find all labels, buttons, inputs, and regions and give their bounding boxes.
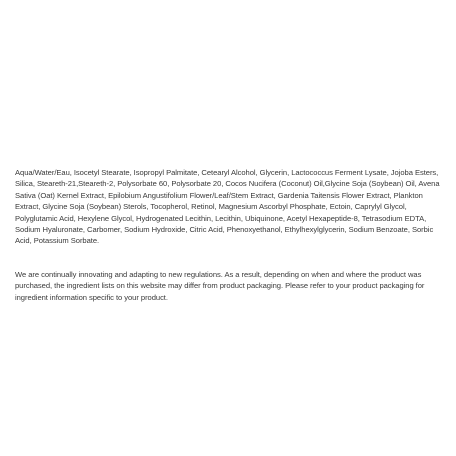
ingredient-list: Aqua/Water/Eau, Isocetyl Stearate, Isopropyl Palmitate, Cetearyl Alcohol, Glycerin, Lactococcus Ferment Lysate, Jojoba Esters, Silica, Steareth-21,Steareth-2, Polysorbate 60, Polysorbate 20, Cocos Nucifera (Coconut) Oil,Glycine Soja (Soybean) Oil, Avena Sativa (Oat) Kernel Extract, Epilobium Angustifolium Flower/Leaf/Stem Extract, Gardenia Taitensis Flower Extract, Plankton Extract, Glycine Soja (Soybean) Sterols, Tocopherol, Retinol, Magnesium Ascorbyl Phosphate, Ectoin, Caprylyl Glycol, Polyglutamic Acid, Hexylene Glycol, Hydrogenated Lecithin, Lecithin, Ubiquinone, Acetyl Hexapeptide-8, Tetrasodium EDTA, Sodium Hyaluronate, Carbomer, Sodium Hydroxide, Citric Acid, Phenoxyethanol, Ethylhexylglycerin, Sodium Benzoate, Sorbic Acid, Potassium Sorbate. — [15, 168, 440, 246]
ingredients-document — [15, 167, 445, 303]
packaging-disclaimer: We are continually innovating and adapting to new regulations. As a result, depending on when and where the product was purchased, the ingredient lists on this website may differ from product packaging. Please refer to your product packaging for ingredient information specific to your product. — [15, 269, 425, 302]
